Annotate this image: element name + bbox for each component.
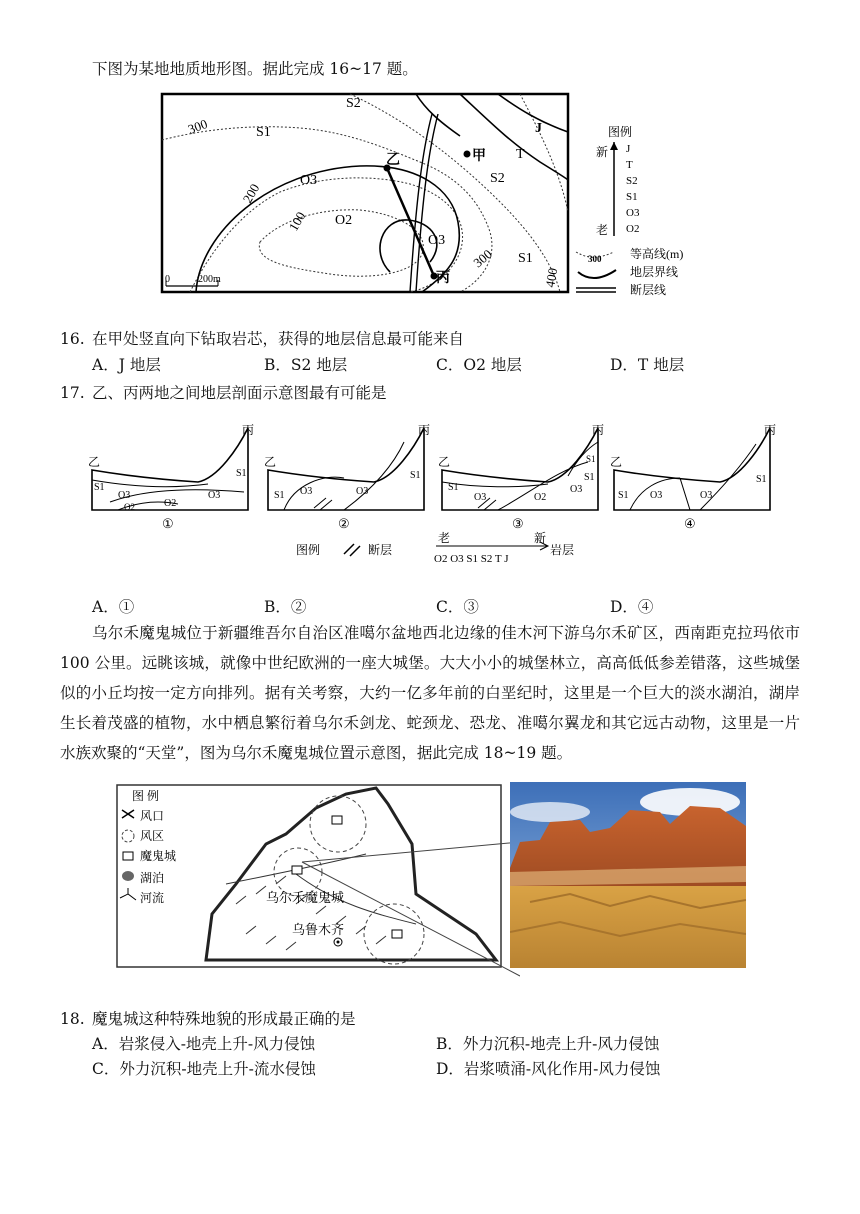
svg-text:风口: 风口	[140, 809, 165, 823]
contour-300-right: 300	[470, 246, 495, 271]
svg-text:丙: 丙	[242, 423, 255, 437]
svg-text:河流: 河流	[140, 891, 165, 905]
svg-text:乙: 乙	[610, 455, 623, 469]
svg-text:S1: S1	[274, 490, 285, 501]
svg-text:O3: O3	[626, 207, 640, 219]
label-j: J	[535, 121, 542, 136]
contour-300-left: 300	[185, 116, 210, 137]
svg-text:S1: S1	[448, 482, 459, 493]
section-2	[264, 423, 430, 531]
svg-text:O3: O3	[300, 486, 313, 497]
q18-option-b[interactable]: B．外力沉积-地壳上升-风力侵蚀	[436, 1035, 660, 1053]
q17-option-a[interactable]: A．①	[92, 598, 135, 616]
svg-text:O2: O2	[164, 498, 177, 509]
svg-text:S1: S1	[94, 482, 105, 493]
label-s2-right: S2	[490, 171, 505, 186]
section-4	[610, 423, 776, 531]
label-s1-left: S1	[256, 125, 271, 140]
label-jia: 甲	[472, 149, 486, 164]
svg-text:③: ③	[512, 516, 524, 531]
svg-text:S1: S1	[618, 490, 629, 501]
svg-text:丙: 丙	[418, 423, 431, 437]
svg-text:魔鬼城: 魔鬼城	[140, 849, 177, 863]
q17-stem: 乙、丙两地之间地层剖面示意图最有可能是	[92, 384, 387, 402]
svg-text:O3: O3	[474, 492, 487, 503]
cross-sections	[88, 418, 788, 568]
svg-text:①: ①	[162, 516, 174, 531]
q17-option-b[interactable]: B．②	[264, 598, 307, 616]
svg-text:S1: S1	[586, 454, 596, 464]
label-urumqi: 乌鲁木齐	[292, 922, 345, 937]
label-o2: O2	[335, 213, 353, 228]
section-1	[88, 423, 254, 531]
svg-text:O3: O3	[356, 486, 369, 497]
svg-text:湖泊: 湖泊	[140, 871, 165, 885]
legend-fault: 断层线	[630, 283, 667, 297]
svg-text:丙: 丙	[764, 423, 777, 437]
svg-text:丙: 丙	[592, 423, 605, 437]
label-o3-a: O3	[300, 173, 318, 188]
svg-text:S1: S1	[756, 474, 767, 485]
svg-text:O3: O3	[650, 490, 663, 501]
label-s1-right: S1	[518, 251, 533, 266]
contour-100: 100	[285, 209, 309, 234]
legend-new: 新	[596, 145, 609, 159]
q17-option-c[interactable]: C．③	[436, 598, 479, 616]
svg-text:J: J	[626, 143, 631, 155]
svg-text:O3: O3	[118, 490, 131, 501]
contour-200: 200	[239, 181, 263, 206]
svg-text:乙: 乙	[88, 455, 101, 469]
svg-text:风区: 风区	[140, 829, 165, 843]
svg-text:S1: S1	[626, 191, 638, 203]
q17-option-d[interactable]: D．④	[610, 598, 654, 616]
sections-legend	[296, 530, 574, 565]
svg-text:O3: O3	[570, 484, 583, 495]
q16-option-a[interactable]: A．J 地层	[92, 356, 161, 374]
map-frame	[162, 94, 568, 292]
svg-text:O2: O2	[124, 502, 135, 512]
label-mogui-city: 乌尔禾魔鬼城	[266, 890, 345, 905]
svg-text:0: 0	[165, 274, 170, 285]
point-jia	[464, 151, 471, 158]
svg-text:O3: O3	[208, 490, 221, 501]
svg-text:②: ②	[338, 516, 350, 531]
svg-text:T: T	[626, 159, 633, 171]
q18-option-c[interactable]: C．外力沉积-地壳上升-流水侵蚀	[92, 1060, 316, 1078]
contour-400: 400	[542, 266, 561, 289]
legend-old: 老	[596, 223, 609, 237]
q18-stem: 魔鬼城这种特殊地貌的形成最正确的是	[92, 1010, 356, 1028]
svg-text:乙: 乙	[438, 455, 451, 469]
svg-text:图 例: 图 例	[132, 789, 160, 803]
q16-number: 16.	[60, 330, 85, 348]
section-3	[438, 423, 604, 531]
legend-contour: 等高线(m)	[630, 247, 684, 261]
pointer-lines	[300, 840, 520, 980]
intro-16-17: 下图为某地地质地形图。据此完成 16~17 题。	[92, 60, 418, 78]
svg-text:乙: 乙	[264, 455, 277, 469]
svg-text:O3: O3	[700, 490, 713, 501]
svg-text:200m: 200m	[198, 274, 221, 285]
svg-text:岩层: 岩层	[550, 543, 575, 557]
svg-text:老: 老	[438, 531, 451, 545]
label-t: T	[516, 147, 525, 162]
svg-text:S2: S2	[626, 175, 638, 187]
map-legend	[576, 124, 683, 297]
label-o3-b: O3	[428, 233, 446, 248]
q16-option-b[interactable]: B．S2 地层	[264, 356, 348, 374]
svg-text:O2 O3 S1 S2 T J: O2 O3 S1 S2 T J	[434, 553, 509, 565]
passage-18-19: 乌尔禾魔鬼城位于新疆维吾尔自治区准噶尔盆地西北边缘的佳木河下游乌尔禾矿区，西南距克拉玛依市 100 公里。远眺该城，就像中世纪欧洲的一座大城堡。大大小小的城堡林立，高高低低参差错落，这些城堡似的小丘均按一定方向排列。据有关考察，大约一亿多年前的白垩纪时，这里是一个巨大的淡水湖泊，湖岸生长着茂盛的植物，水中栖息繁衍着乌尔禾剑龙、蛇颈龙、恐龙、准噶尔翼龙和其它远古动物，这里是一片水族欢聚的“天堂”，图为乌尔禾魔鬼城位置示意图，据此完成 18~19 题。	[60, 624, 800, 762]
q16-option-c[interactable]: C．O2 地层	[436, 356, 522, 374]
q16-option-d[interactable]: D．T 地层	[610, 356, 685, 374]
label-s2-top: S2	[346, 96, 361, 111]
yadan-landform-photo	[510, 782, 746, 968]
svg-text:O2: O2	[626, 223, 640, 235]
svg-text:S1: S1	[236, 468, 247, 479]
legend-boundary: 地层界线	[630, 265, 679, 279]
q17-number: 17.	[60, 384, 85, 402]
q18-option-d[interactable]: D．岩浆喷涌-风化作用-风力侵蚀	[436, 1060, 661, 1078]
q18-option-a[interactable]: A．岩浆侵入-地壳上升-风力侵蚀	[92, 1035, 316, 1053]
svg-text:图例: 图例	[296, 543, 321, 557]
svg-text:断层: 断层	[368, 543, 393, 557]
svg-text:300: 300	[588, 254, 602, 264]
svg-text:S1: S1	[584, 472, 595, 483]
svg-text:新: 新	[534, 531, 547, 545]
svg-text:S1: S1	[410, 470, 421, 481]
q18-number: 18.	[60, 1010, 85, 1028]
label-bing: 丙	[436, 271, 450, 286]
legend-title: 图例	[608, 125, 633, 139]
svg-text:④: ④	[684, 516, 696, 531]
label-yi: 乙	[386, 153, 400, 168]
geologic-map	[160, 92, 688, 302]
q16-stem: 在甲处竖直向下钻取岩芯，获得的地层信息最可能来自	[92, 330, 465, 348]
svg-text:O2: O2	[534, 492, 547, 503]
